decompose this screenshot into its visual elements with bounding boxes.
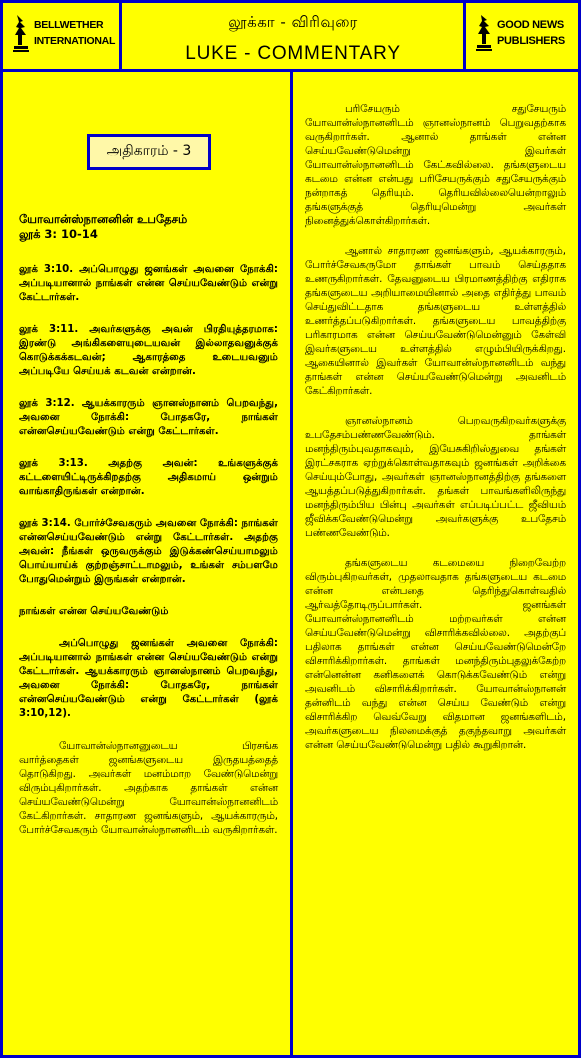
chapter-label: அதிகாரம் - 3 — [87, 134, 211, 170]
title-english: LUKE - COMMENTARY — [185, 43, 401, 64]
right-column-content — [305, 72, 566, 752]
left-logo-line-2: INTERNATIONAL — [34, 34, 116, 47]
right-paragraph-4: தங்களுடைய கடமையை நிறைவேற்ற விரும்புகிறவர்கள், முதலாவதாக தங்களுடைய கடமை என்ன என்பதை தெரிந்துகொள்வதில் ஆர்வத்தோடிருப்பார்கள். ஜனங்கள் யோவான்ஸ்நானனிடம் மற்றவர்கள் என்ன செய்யவேண்டுமென்று விசாரிக்கவில்லை. அதற்குப் பதிலாக தாங்கள் என்ன செய்யவேண்டுமென்றே விசாரிக்கிறார்கள். தாங்கள் மனந்திரும்புதலுக்கேற்ற என்னென்ன கனிகளைக் கொடுக்கவேண்டும் என்று அவனிடம் விசாரிக்கிறார்கள். யோவான்ஸ்நானன் தன்னிடம் வந்து என்ன செய்ய வேண்டும் என்று விசாரிக்கிற வெவ்வேறு விதமான ஜனங்களிடம், அவர்களுடைய நிலமைக்குத் தகுந்தவாறு அவர்கள் என்ன செய்யவேண்டுமென்று பதில் கூறுகிறான். — [305, 557, 566, 751]
header — [3, 3, 578, 72]
right-paragraph-2: ஆனால் சாதாரண ஜனங்களும், ஆயக்காரரும், போர்ச்சேவகருமோ தாங்கள் பாவம் செய்ததாக உணருகிறார்கள். தேவனுடைய பிரமாணத்திற்கு எதிராக தங்களுடைய அறியாமையினால் அதை எதிர்த்து பாவம் செய்துவிட்டதாக தங்களுடைய உள்ளத்தில் உணர்த்தப்படுகிறார்கள். தங்களுடைய பாவத்திற்கு பரிகாரமாக என்ன செய்யவேண்டுமென்னும் கேள்வி இவர்களுடைய உள்ளத்தில் எழும்பியிருக்கிறது. ஆகையினால் இவர்கள் யோவான்ஸ்நானனிடம் வந்து தாங்கள் என்ன செய்யவேண்டுமென்று அவனிடம் கேட்கிறார்கள். — [305, 245, 566, 397]
right-logo-line-2: PUBLISHERS — [497, 34, 565, 47]
bellwether-logo — [13, 13, 115, 53]
good-news-logo-icon — [476, 13, 494, 53]
left-column — [3, 72, 290, 1055]
good-news-logo — [476, 13, 565, 53]
right-column — [293, 72, 578, 1055]
right-paragraph-1: பரிசேயரும் சதுசேயரும் யோவான்ஸ்நானனிடம் ஞானஸ்நானம் பெறுவதற்காக வருகிறார்கள். ஆனால் தாங்கள் என்ன செய்யவேண்டுமென்று இவர்கள் யோவான்ஸ்நானனிடம் கேட்கவில்லை. தங்களுடைய கடமை என்ன என்பது பரிசேயருக்கும் சதுசேயருக்கும் நன்றாகத் தெரியும். தெரியவில்லையென்றாலும் தங்களுக்குத் தெரியுமென்று அவர்கள் நினைத்துக்கொள்கிறார்கள். — [305, 103, 566, 227]
summary-paragraph: அப்பொழுது ஜனங்கள் அவனை நோக்கி: அப்படியானால் நாங்கள் என்ன செய்யவேண்டும் என்று கேட்டார்கள். ஆயக்காரரும் ஞானஸ்நானம் பெறவந்து, அவனை நோக்கி: போதகரே, நாங்கள் என்னசெய்யவேண்டும் என்று கேட்டார்கள் (லூக் 3:10,12). — [19, 638, 278, 719]
verse-3-12: லூக் 3:12. ஆயக்காரரும் ஞானஸ்நானம் பெறவந்து, அவனை நோக்கி: போதகரே, நாங்கள் என்னசெய்யவேண்டும் என்று கேட்டார்கள். — [19, 398, 278, 437]
title-area — [122, 3, 464, 69]
title-tamil: லூக்கா - விரிவுரை — [228, 13, 358, 31]
section-heading: யோவான்ஸ்நானனின் உபதேசம் லூக் 3: 10-14 — [19, 212, 188, 241]
right-paragraph-3: ஞானஸ்நானம் பெறவருகிறவர்களுக்கு உபதேசம்பண்ணவேண்டும். தாங்கள் மனந்திரும்புவதாகவும், இயேசுகிறிஸ்துவை தங்கள் இரட்சகராக ஏற்றுக்கொள்வதாகவும் ஜனங்கள் அறிக்கை செய்யும்போது, அவர்கள் ஞானஸ்நானத்திற்கு தங்களை ஆயத்தப்படுத்துகிறார்கள். தங்கள் பாவங்களிலிருந்து மனந்திரும்பிய பின்பு அவர்கள் எப்படிப்பட்ட ஜீவியம் ஜீவிக்கவேண்டுமென்று அவர்களுக்கு உபதேசம் பண்ணவேண்டும். — [305, 415, 566, 539]
left-logo-box — [3, 3, 122, 69]
verse-3-13: லூக் 3:13. அதற்கு அவன்: உங்களுக்குக் கட்டளையிட்டிருக்கிறதற்கு அதிகமாய் ஒன்றும் வாங்காதிருங்கள் என்றான். — [19, 458, 278, 497]
right-logo-box — [463, 3, 578, 69]
right-logo-line-1: GOOD NEWS — [497, 18, 564, 31]
verse-3-10: லூக் 3:10. அப்பொழுது ஜனங்கள் அவனை நோக்கி: அப்படியானால் நாங்கள் என்ன செய்யவேண்டும் என்று கேட்டார்கள். — [19, 264, 278, 303]
left-paragraph: யோவான்ஸ்நானனுடைய பிரசங்க வார்த்தைகள் ஜனங்களுடைய இருதயத்தைத் தொடுகிறது. அவர்கள் மனம்மாற வேண்டுமென்று விரும்புகிறார்கள். அதற்காக தாங்கள் என்ன செய்யவேண்டுமென்று யோவான்ஸ்நானனிடம் கேட்கிறார்கள். சாதாரண ஜனங்களும், ஆயக்காரரும், போர்ச்சேவகரும் யோவான்ஸ்நானனிடம் வருகிறார்கள். — [19, 740, 278, 836]
verse-3-11: லூக் 3:11. அவர்களுக்கு அவன் பிரதியுத்தரமாக: இரண்டு அங்கிகளையுடையவன் இல்லாதவனுக்குக் கொடுக்கக்கடவன்; ஆகாரத்தை உடையவனும் அப்படியே செய்யக் கடவன் என்றான். — [19, 324, 278, 377]
left-logo-line-1: BELLWETHER — [34, 18, 104, 31]
bellwether-logo-icon — [13, 13, 31, 53]
subheading: நாங்கள் என்ன செய்யவேண்டும் — [19, 606, 169, 617]
verse-3-14: லூக் 3:14. போர்ச்சேவகரும் அவனை நோக்கி: நாங்கள் என்னசெய்யவேண்டும் என்று கேட்டார்கள். அதற்கு அவன்: நீங்கள் ஒருவருக்கும் இடுக்கண்செய்யாமலும் பொய்யாய்க் குற்றஞ்சாட்டாமலும், உங்கள் சம்பளமே போதுமென்றும் இருங்கள் என்றான். — [19, 518, 278, 585]
left-column-content — [19, 212, 278, 853]
